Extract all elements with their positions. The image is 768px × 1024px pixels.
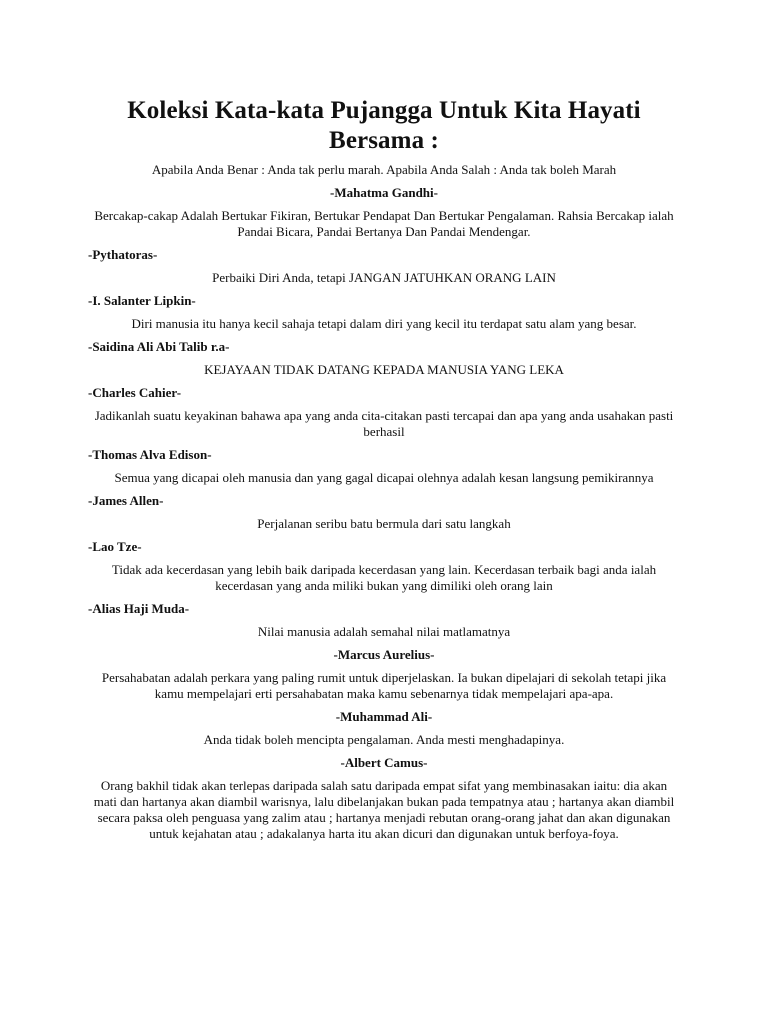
quote-text: KEJAYAAN TIDAK DATANG KEPADA MANUSIA YANG LEKA	[204, 362, 564, 377]
quote-text: Persahabatan adalah perkara yang paling rumit untuk diperjelaskan. Ia bukan dipelajari di sekolah tetapi jika kamu mempelajari erti persahabatan maka kamu sebenarnya tidak mempelajari apa-apa.	[101, 670, 667, 701]
quote-author: -Marcus Aurelius-	[333, 647, 435, 662]
quote-text: Anda tidak boleh mencipta pengalaman. Anda mesti menghadapinya.	[203, 732, 565, 747]
quote-text: Nilai manusia adalah semahal nilai matlamatnya	[257, 624, 511, 639]
quote-author: -Lao Tze-	[88, 539, 142, 554]
quote-author: -Alias Haji Muda-	[88, 601, 190, 616]
quote-text: Tidak ada kecerdasan yang lebih baik daripada kecerdasan yang lain. Kecerdasan terbaik bagi anda ialah kecerdasan yang anda miliki bukan yang dimiliki oleh orang lain	[111, 562, 657, 593]
quote-author: -Thomas Alva Edison-	[88, 447, 212, 462]
quote-author: -Pythatoras-	[88, 247, 158, 262]
quote-author: -Saidina Ali Abi Talib r.a-	[88, 339, 230, 354]
quote-author: -Muhammad Ali-	[335, 709, 433, 724]
quote-text: Semua yang dicapai oleh manusia dan yang gagal dicapai olehnya adalah kesan langsung pemikirannya	[114, 470, 654, 485]
quote-text: Jadikanlah suatu keyakinan bahawa apa yang anda cita-citakan pasti tercapai dan apa yang anda usahakan pasti berhasil	[94, 408, 674, 439]
quote-author: -Charles Cahier-	[88, 385, 182, 400]
document-title: Koleksi Kata-kata Pujangga Untuk Kita Hayati Bersama :	[127, 97, 641, 154]
quote-text: Apabila Anda Benar : Anda tak perlu marah. Apabila Anda Salah : Anda tak boleh Marah	[151, 162, 617, 177]
quote-text: Diri manusia itu hanya kecil sahaja tetapi dalam diri yang kecil itu terdapat satu alam yang besar.	[131, 316, 637, 331]
quote-text: Perjalanan seribu batu bermula dari satu langkah	[257, 516, 511, 531]
quote-author: -I. Salanter Lipkin-	[88, 293, 196, 308]
quote-text: Perbaiki Diri Anda, tetapi JANGAN JATUHKAN ORANG LAIN	[212, 270, 556, 285]
quote-author: -Mahatma Gandhi-	[330, 185, 438, 200]
quote-text: Orang bakhil tidak akan terlepas daripada salah satu daripada empat sifat yang membinasakan iaitu: dia akan mati dan hartanya akan diambil warisnya, lalu dibelanjakan bukan pada tempatnya atau ; hartanya akan diambil secara paksa oleh penguasa yang zalim atau ; hartanya menjadi rebutan orang-orang jahat dan akan digunakan untuk kejahatan atau ; adakalanya harta itu akan dicuri dan digunakan untuk berfoya-foya.	[93, 778, 675, 841]
quote-text: Bercakap-cakap Adalah Bertukar Fikiran, Bertukar Pendapat Dan Bertukar Pengalaman. Rahsia Bercakap ialah Pandai Bicara, Pandai Bertanya Dan Pandai Mendengar.	[94, 208, 674, 239]
quote-author: -Albert Camus-	[340, 755, 428, 770]
document-page	[88, 96, 680, 849]
quote-author: -James Allen-	[88, 493, 164, 508]
